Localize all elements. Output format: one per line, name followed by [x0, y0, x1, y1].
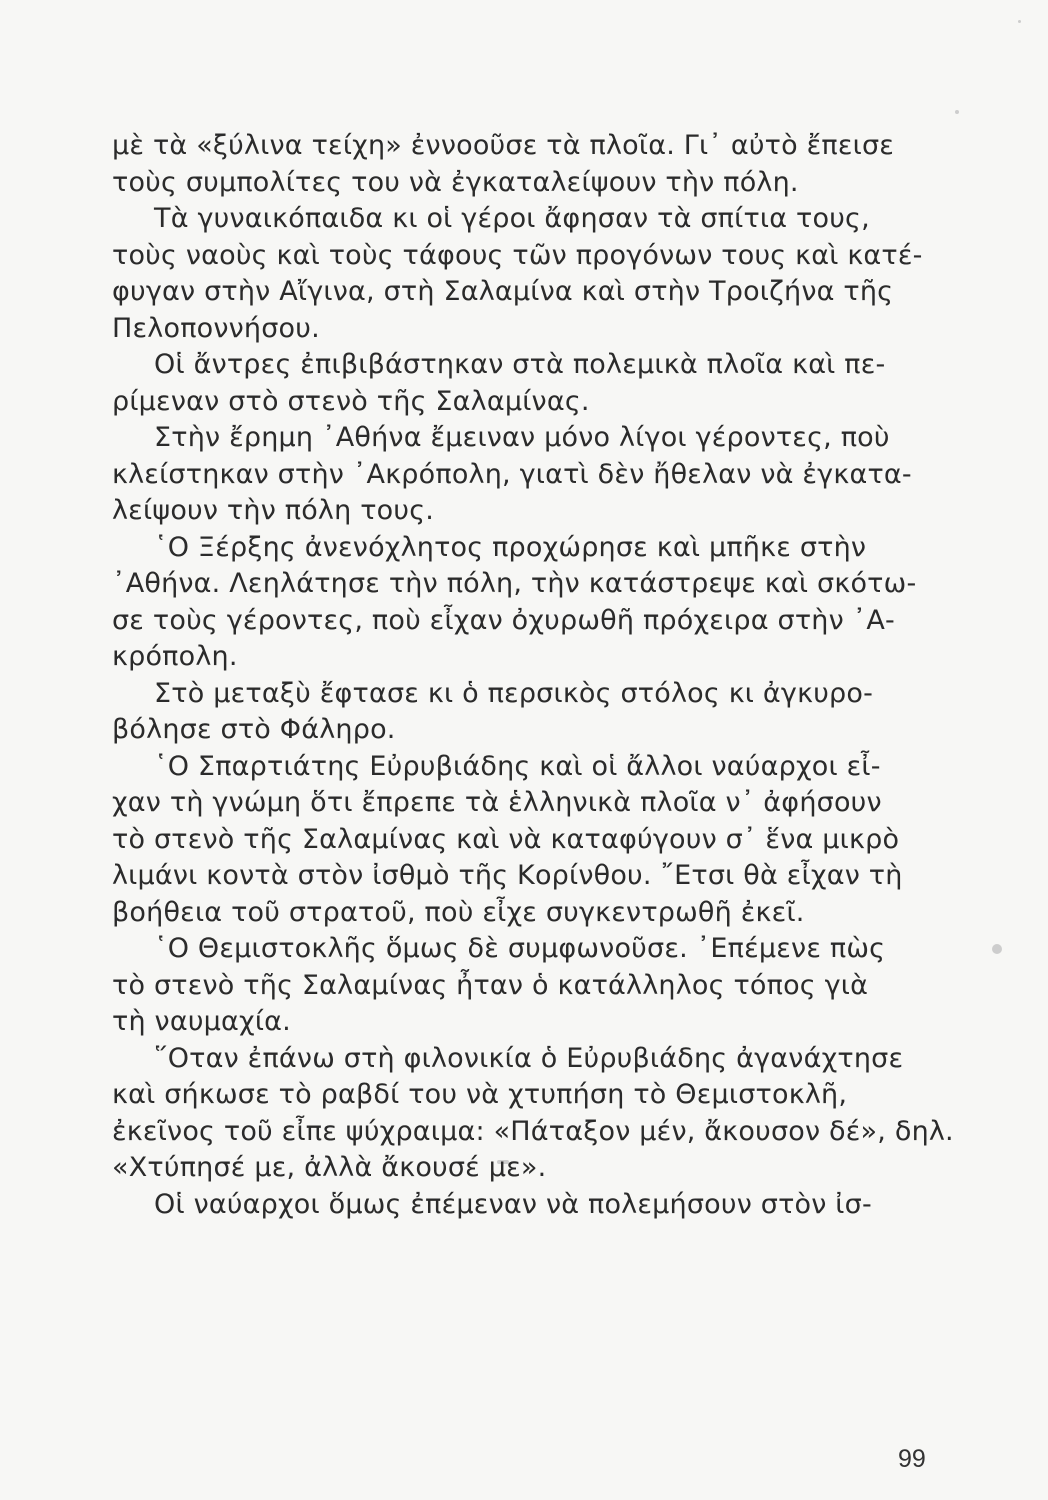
- text-line-20: τὸ στενὸ τῆς Σαλαμίνας καὶ νὰ καταφύγουν σ᾽ ἕνα μικρὸ: [112, 823, 900, 855]
- text-line-16: Στὸ μεταξὺ ἔφτασε κι ὁ περσικὸς στόλος κι ἀγκυρο-: [154, 677, 874, 709]
- text-line-13: ᾽Αθήνα. Λεηλάτησε τὴν πόλη, τὴν κατάστρεψε καὶ σκότω-: [112, 568, 917, 599]
- text-line-12: ῾Ο Ξέρξης ἀνενόχλητος προχώρησε καὶ μπῆκε στὴν: [154, 531, 867, 563]
- text-line-29: «Χτύπησέ με, ἀλλὰ ἄκουσέ με».: [112, 1152, 547, 1183]
- text-line-26: ῞Οταν ἐπάνω στὴ φιλονικία ὁ Εὐρυβιάδης ἀγανάχτησε: [154, 1042, 904, 1074]
- text-line-21: λιμάνι κοντὰ στὸν ἰσθμὸ τῆς Κορίνθου. ῎Ετσι θὰ εἶχαν τὴ: [112, 860, 903, 891]
- text-line-15: κρόπολη.: [112, 641, 238, 672]
- text-line-25: τὴ ναυμαχία.: [112, 1006, 291, 1037]
- text-line-9: Στὴν ἔρημη ᾽Αθήνα ἔμειναν μόνο λίγοι γέροντες, ποὺ: [154, 422, 890, 453]
- text-line-4: τοὺς ναοὺς καὶ τοὺς τάφους τῶν προγόνων τους καὶ κατέ-: [112, 239, 923, 271]
- main-text: [112, 128, 952, 1223]
- text-line-7: Οἱ ἄντρες ἐπιβιβάστηκαν στὰ πολεμικὰ πλοῖα καὶ πε-: [154, 349, 886, 380]
- text-line-11: λείψουν τὴν πόλη τους.: [112, 495, 435, 526]
- text-line-6: Πελοποννήσου.: [112, 312, 320, 344]
- text-line-23: ῾Ο Θεμιστοκλῆς ὅμως δὲ συμφωνοῦσε. ᾽Επέμενε πὼς: [154, 933, 886, 964]
- text-line-19: χαν τὴ γνώμη ὅτι ἔπρεπε τὰ ἑλληνικὰ πλοῖα ν᾽ ἀφήσουν: [112, 787, 882, 818]
- text-line-28: ἐκεῖνος τοῦ εἶπε ψύχραιμα: «Πάταξον μέν, ἄκουσον δέ», δηλ.: [112, 1115, 954, 1147]
- page-speck: [955, 110, 959, 114]
- text-line-18: ῾Ο Σπαρτιάτης Εὐρυβιάδης καὶ οἱ ἄλλοι ναύαρχοι εἶ-: [154, 750, 881, 782]
- text-line-5: φυγαν στὴν Αἴγινα, στὴ Σαλαμίνα καὶ στὴν Τροιζήνα τῆς: [112, 276, 894, 307]
- text-line-27: καὶ σήκωσε τὸ ραβδί του νὰ χτυπήση τὸ Θεμιστοκλῆ,: [112, 1079, 848, 1110]
- page-speck: [1018, 20, 1021, 23]
- text-line-3: Τὰ γυναικόπαιδα κι οἱ γέροι ἄφησαν τὰ σπίτια τους,: [154, 203, 870, 234]
- text-line-14: σε τοὺς γέροντες, ποὺ εἶχαν ὀχυρωθῆ πρόχειρα στὴν ᾽Α-: [112, 604, 895, 636]
- text-line-8: ρίμεναν στὸ στενὸ τῆς Σαλαμίνας.: [112, 385, 590, 417]
- text-line-10: κλείστηκαν στὴν ᾽Ακρόπολη, γιατὶ δὲν ἤθελαν νὰ ἐγκατα-: [112, 458, 912, 490]
- text-line-24: τὸ στενὸ τῆς Σαλαμίνας ἦταν ὁ κατάλληλος τόπος γιὰ: [112, 969, 869, 1001]
- text-line-2: τοὺς συμπολίτες του νὰ ἐγκαταλείψουν τὴν πόλη.: [112, 166, 799, 198]
- text-line-30: Οἱ ναύαρχοι ὅμως ἐπέμεναν νὰ πολεμήσουν στὸν ἰσ-: [154, 1188, 872, 1220]
- text-line-1: μὲ τὰ «ξύλινα τείχη» ἐννοοῦσε τὰ πλοῖα. Γι᾽ αὐτὸ ἔπεισε: [112, 130, 895, 161]
- text-line-22: βοήθεια τοῦ στρατοῦ, ποὺ εἶχε συγκεντρωθῆ ἐκεῖ.: [112, 896, 805, 928]
- page-speck: [992, 944, 1002, 954]
- page-number: 99: [898, 1445, 926, 1473]
- text-line-17: βόλησε στὸ Φάληρο.: [112, 714, 396, 745]
